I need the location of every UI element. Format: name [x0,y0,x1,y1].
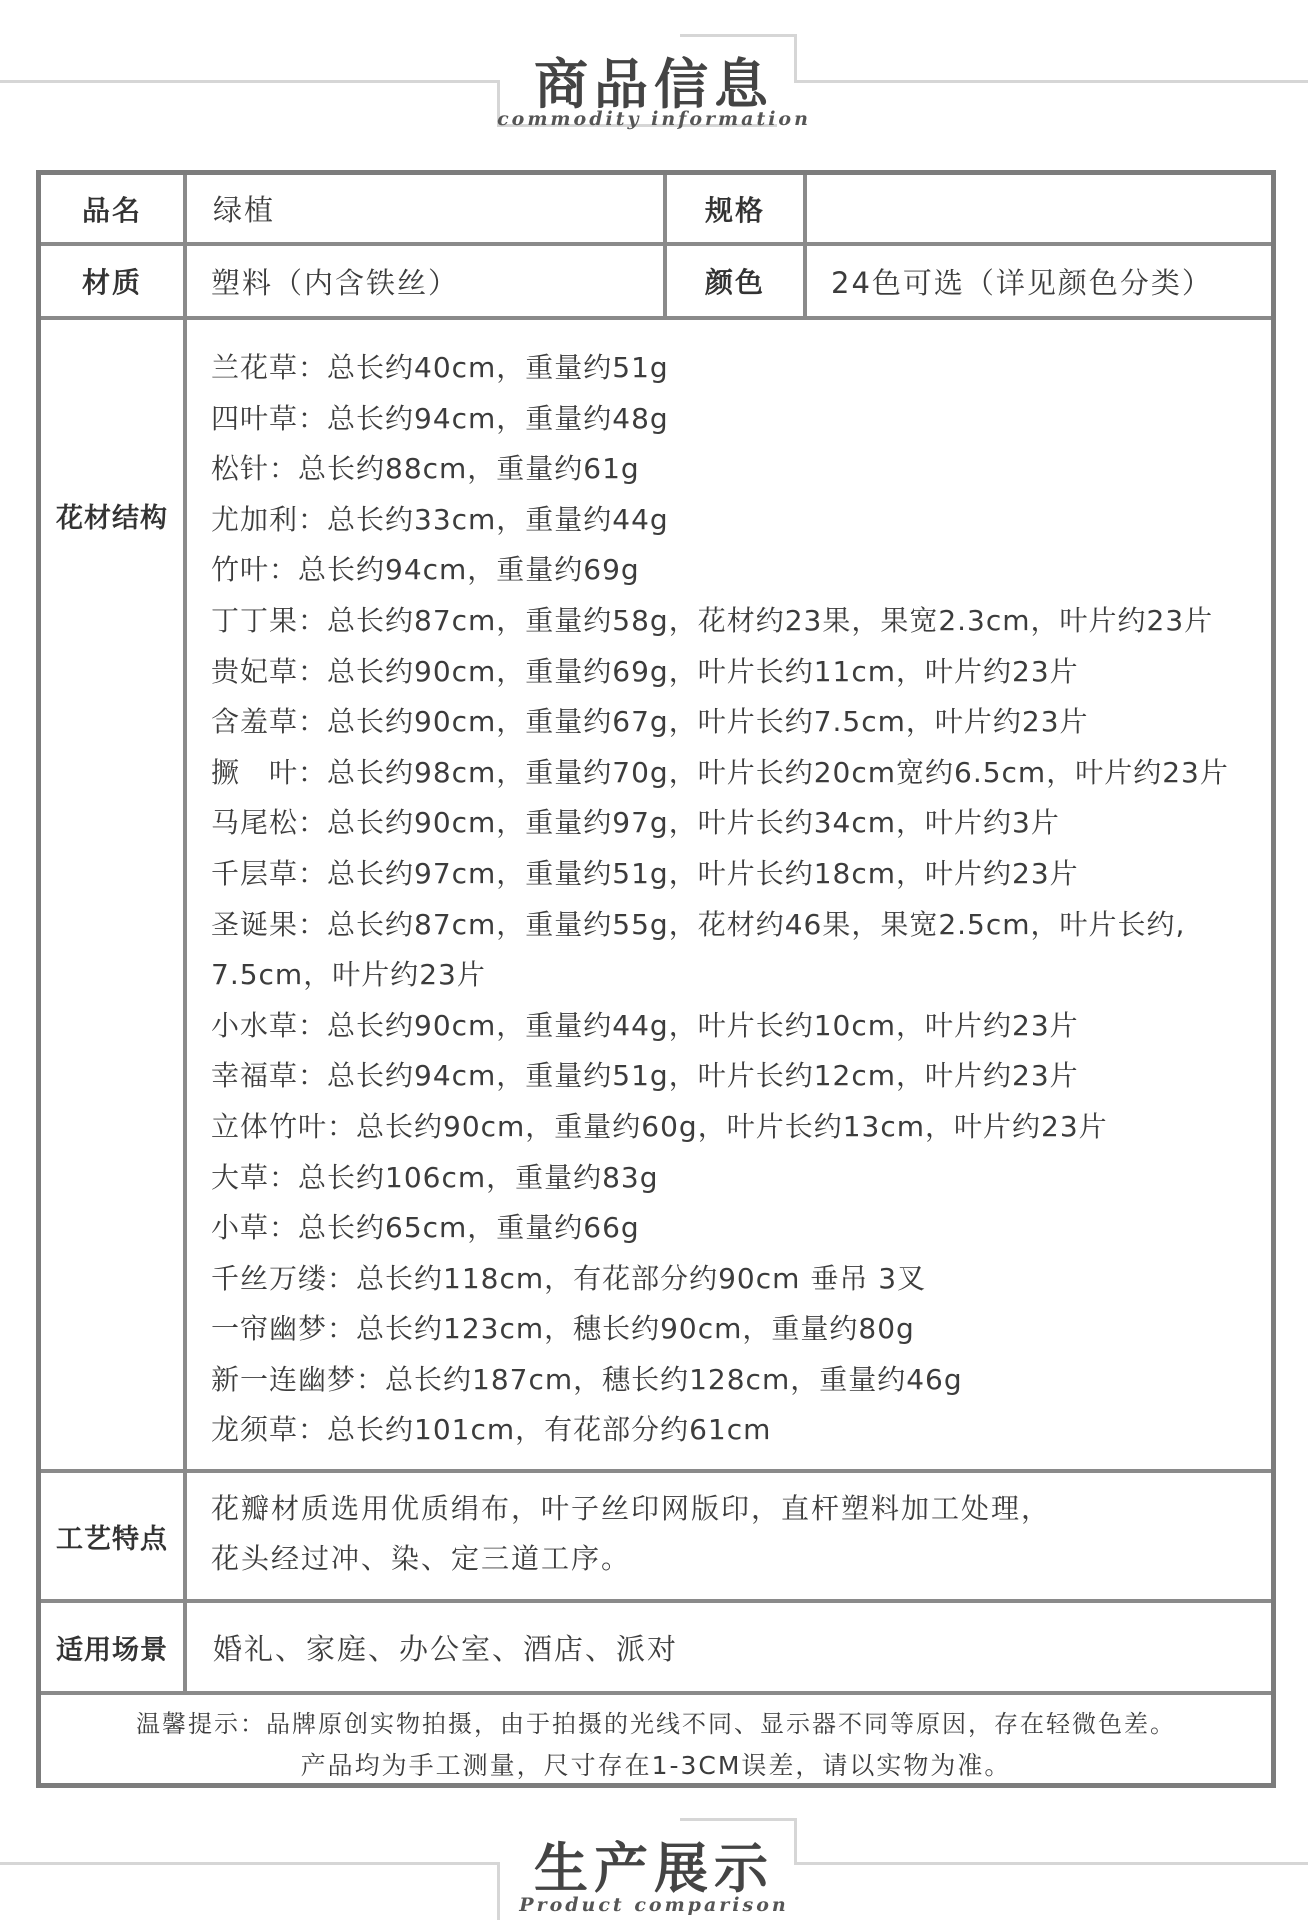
section-subtitle: commodity information [497,108,811,130]
craft-text [211,1484,1261,1584]
structure-line: 立体竹叶：总长约90cm，重量约60g，叶片长约13cm，叶片约23片 [211,1109,1108,1143]
product-name-value: 绿植 [213,193,276,227]
col-divider [183,175,187,1695]
row-divider [41,1469,1271,1473]
section-title: 商品信息 [534,53,774,116]
color-label: 颜色 [704,266,765,299]
structure-line: 贵妃草：总长约90cm，重量约69g，叶片长约11cm，叶片约23片 [211,654,1079,688]
notice-line-1: 温馨提示：品牌原创实物拍摄，由于拍摄的光线不同、显示器不同等原因，存在轻微色差。 [136,1710,1176,1738]
structure-line: 新一连幽梦：总长约187cm，穗长约128cm，重量约46g [211,1362,963,1396]
scene-value: 婚礼、家庭、办公室、酒店、派对 [213,1631,679,1666]
product-info-table [36,170,1276,1788]
structure-line: 撅 叶：总长约98cm，重量约70g，叶片长约20cm宽约6.5cm，叶片约23片 [211,755,1229,789]
structure-list [211,343,1271,1456]
structure-line: 龙须草：总长约101cm，有花部分约61cm [211,1413,772,1447]
structure-line: 小水草：总长约90cm，重量约44g，叶片长约10cm，叶片约23片 [211,1008,1079,1042]
structure-line: 大草：总长约106cm，重量约83g [211,1160,659,1194]
structure-line: 千层草：总长约97cm，重量约51g，叶片长约18cm，叶片约23片 [211,856,1079,890]
structure-line: 尤加利：总长约33cm，重量约44g [211,502,669,536]
product-name-label: 品名 [81,193,142,227]
structure-line: 小草：总长约65cm，重量约66g [211,1211,640,1245]
section-header-commodity [0,0,1308,150]
row-divider [41,316,1271,320]
structure-label: 花材结构 [56,502,168,534]
material-value: 塑料（内含铁丝） [211,265,460,300]
craft-line: 花瓣材质选用优质绢布，叶子丝印网版印，直杆塑料加工处理， [211,1492,1052,1525]
structure-line: 圣诞果：总长约87cm，重量约55g，花材约46果，果宽2.5cm，叶片长约, [211,907,1186,941]
notice-line-2: 产品均为手工测量，尺寸存在1-3CM误差，请以实物为准。 [300,1751,1012,1780]
structure-line: 马尾松：总长约90cm，重量约97g，叶片长约34cm，叶片约3片 [211,806,1060,840]
material-label: 材质 [81,266,142,299]
structure-line: 7.5cm，叶片约23片 [211,958,486,992]
structure-line: 幸福草：总长约94cm，重量约51g，叶片长约12cm，叶片约23片 [211,1059,1079,1093]
structure-line: 竹叶：总长约94cm，重量约69g [211,553,640,587]
structure-line: 含羞草：总长约90cm，重量约67g，叶片长约7.5cm，叶片约23片 [211,705,1089,739]
structure-line: 一帘幽梦：总长约123cm，穗长约90cm，重量约80g [211,1312,915,1346]
structure-line: 松针：总长约88cm，重量约61g [211,452,640,486]
structure-line: 四叶草：总长约94cm，重量约48g [211,401,669,435]
row-divider [41,1691,1271,1695]
scene-label: 适用场景 [56,1634,168,1666]
col-divider [803,175,807,320]
section-header-production [0,1810,1308,1920]
spec-value [831,175,1261,242]
structure-line: 丁丁果：总长约87cm，重量约58g，花材约23果，果宽2.3cm，叶片约23片 [211,603,1214,637]
craft-line: 花头经过冲、染、定三道工序。 [211,1542,632,1575]
structure-line: 千丝万缕：总长约118cm，有花部分约90cm 垂吊 3叉 [211,1261,927,1295]
section-title: 生产展示 [534,1837,774,1900]
structure-line: 兰花草：总长约40cm，重量约51g [211,351,669,384]
craft-label: 工艺特点 [56,1523,168,1555]
section-subtitle: Product comparison [519,1894,789,1916]
header-rule-top [680,34,797,37]
header-rule-top [680,1818,797,1821]
color-value: 24色可选（详见颜色分类） [831,265,1213,300]
spec-label: 规格 [704,193,765,227]
